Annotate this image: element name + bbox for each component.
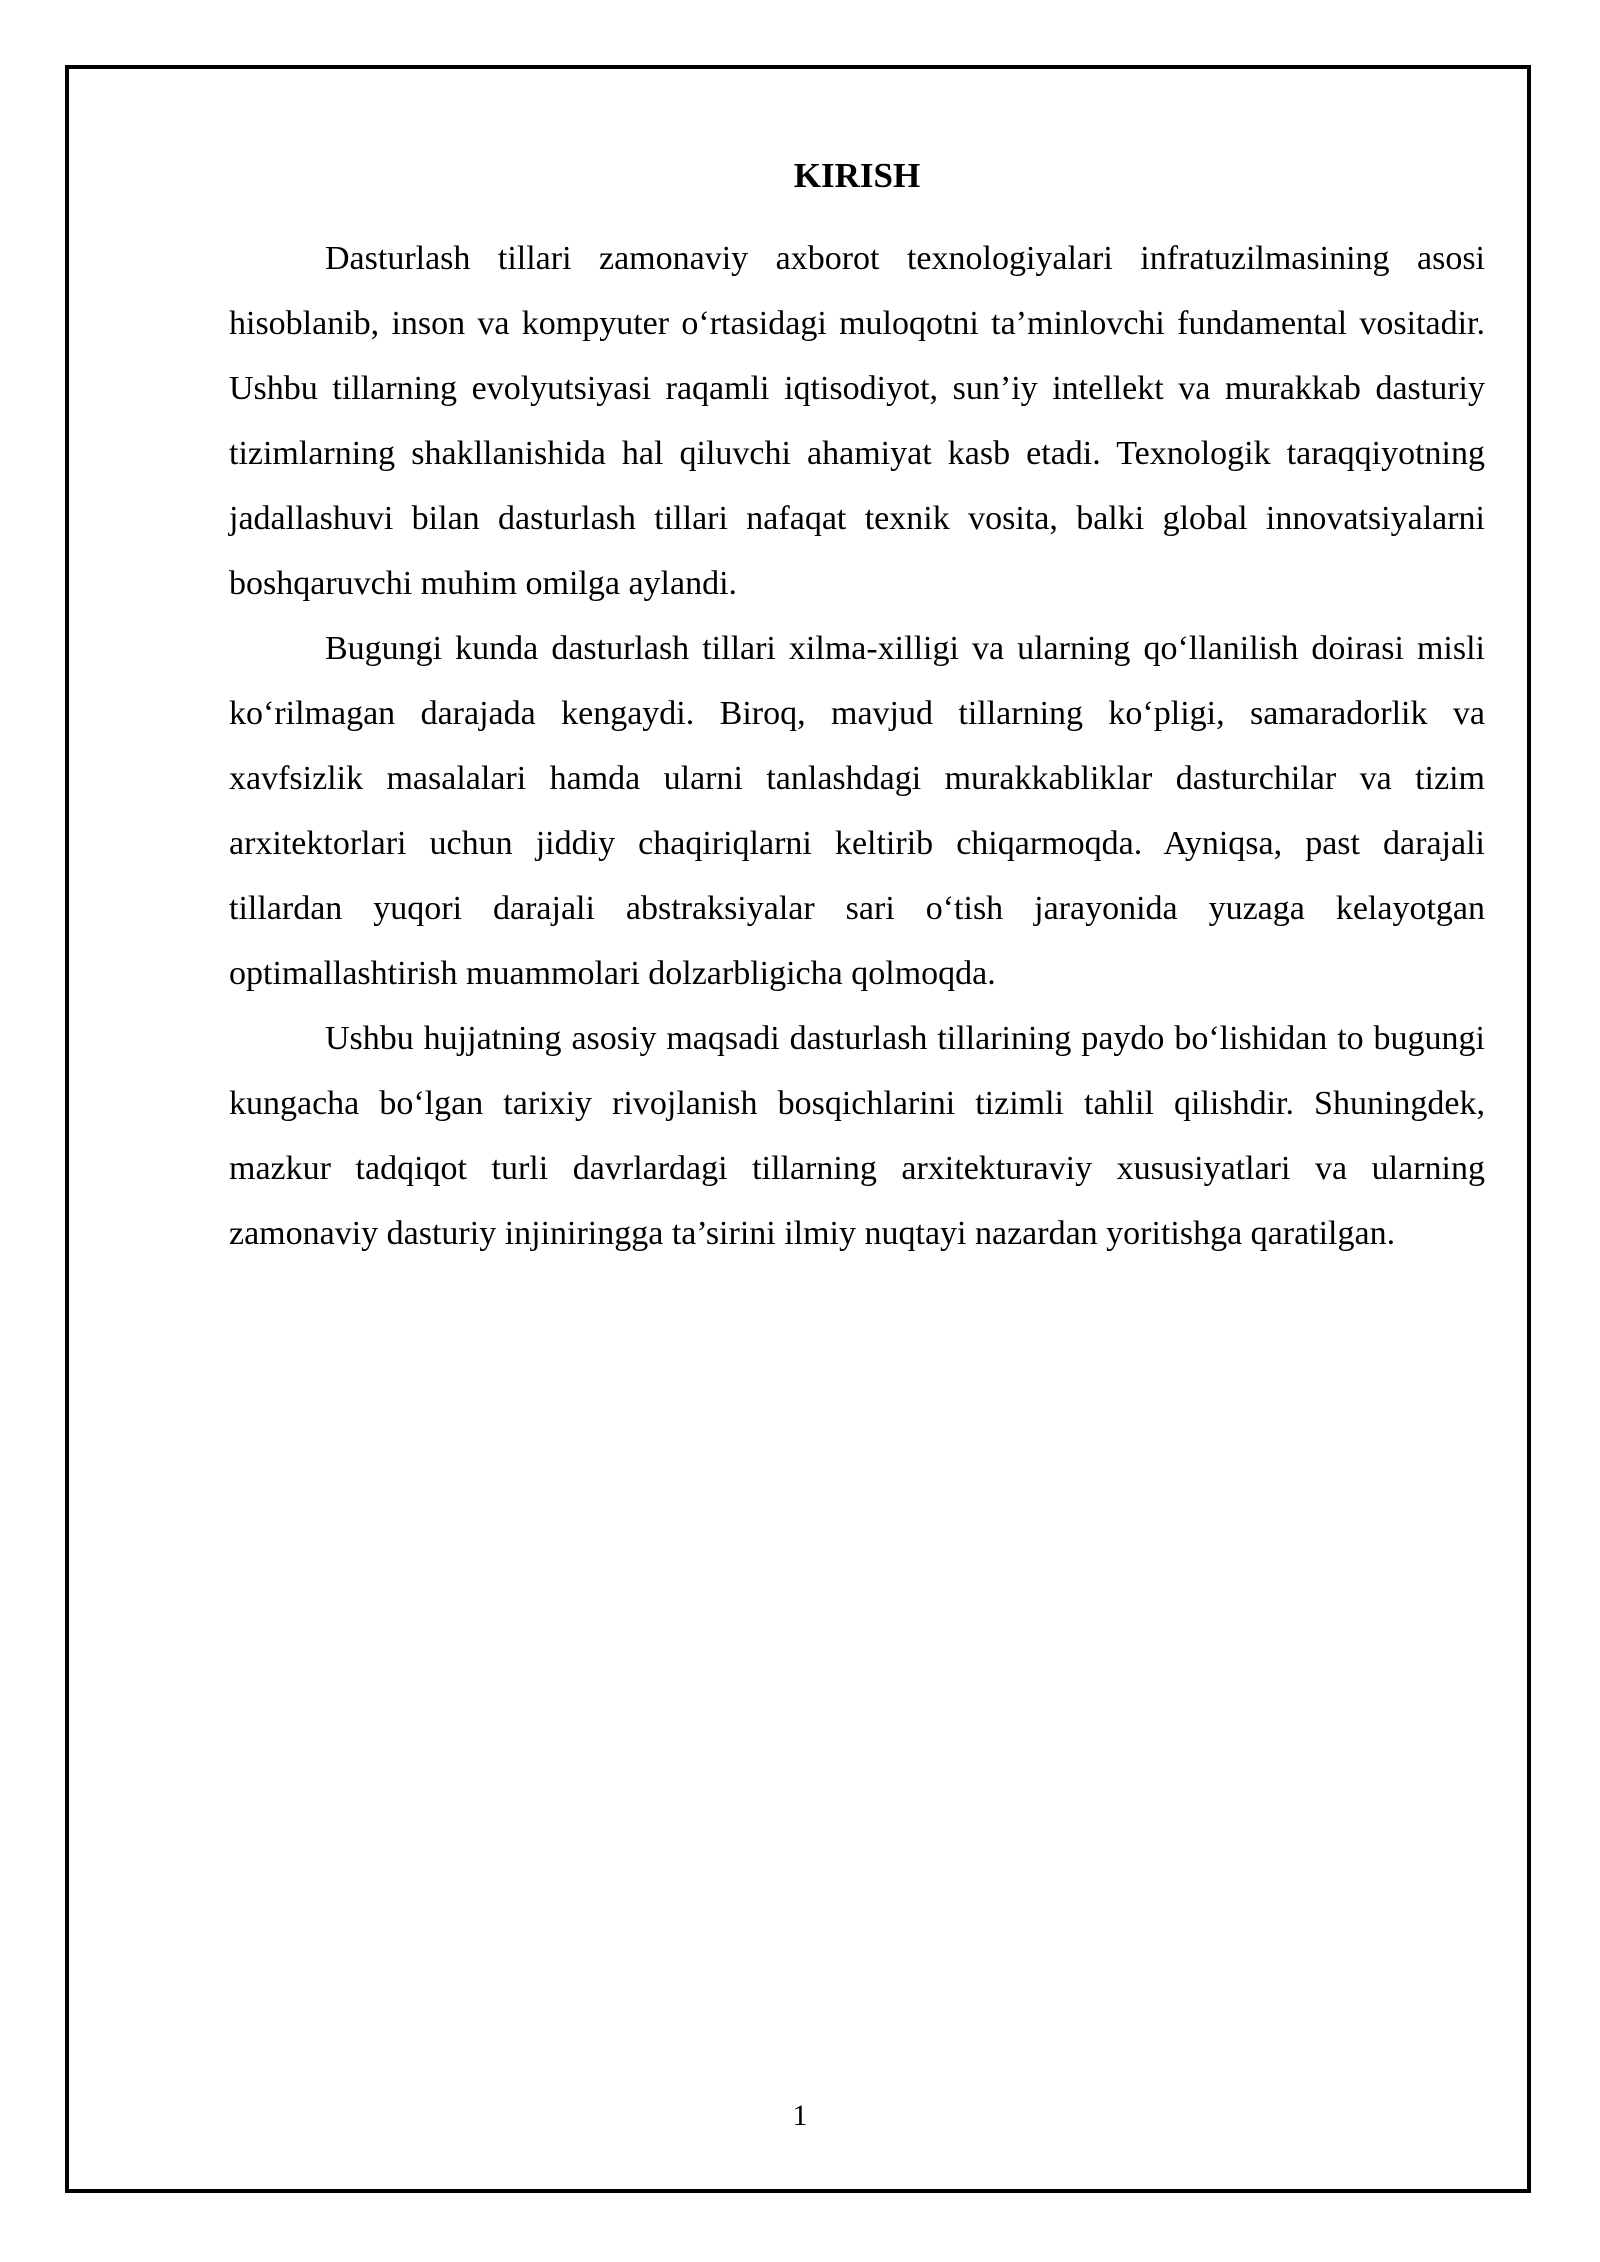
- section-heading: KIRISH: [793, 156, 921, 195]
- page-body: [229, 146, 1485, 1266]
- page-number: 1: [792, 2099, 808, 2132]
- paragraph-2: Bugungi kunda dasturlash tillari xilma-xilligi va ularning qo‘llanilish doirasi misli ko‘rilmagan darajada kengaydi. Biroq, mavjud tillarning ko‘pligi, samaradorlik va xavfsizlik masalalari hamda ularni tanlashdagi murakkabliklar dasturchilar va tizim arxitektorlari uchun jiddiy chaqiriqlarni keltirib chiqarmoqda. Ayniqsa, past darajali tillardan yuqori darajali abstraksiyalar sari o‘tish jarayonida yuzaga kelayotgan optimallashtirish muammolari dolzarbligicha qolmoqda.: [229, 630, 1485, 992]
- paragraph-1: Dasturlash tillari zamonaviy axborot texnologiyalari infratuzilmasining asosi hisoblanib, inson va kompyuter o‘rtasidagi muloqotni ta’minlovchi fundamental vositadir. Ushbu tillarning evolyutsiyasi raqamli iqtisodiyot, sun’iy intellekt va murakkab dasturiy tizimlarning shakllanishida hal qiluvchi ahamiyat kasb etadi. Texnologik taraqqiyotning jadallashuvi bilan dasturlash tillari nafaqat texnik vosita, balki global innovatsiyalarni boshqaruvchi muhim omilga aylandi.: [229, 240, 1485, 602]
- paragraph-3: Ushbu hujjatning asosiy maqsadi dasturlash tillarining paydo bo‘lishidan to bugungi kungacha bo‘lgan tarixiy rivojlanish bosqichlarini tizimli tahlil qilishdir. Shuningdek, mazkur tadqiqot turli davrlardagi tillarning arxitekturaviy xususiyatlari va ularning zamonaviy dasturiy injiniringga ta’sirini ilmiy nuqtayi nazardan yoritishga qaratilgan.: [229, 1020, 1485, 1252]
